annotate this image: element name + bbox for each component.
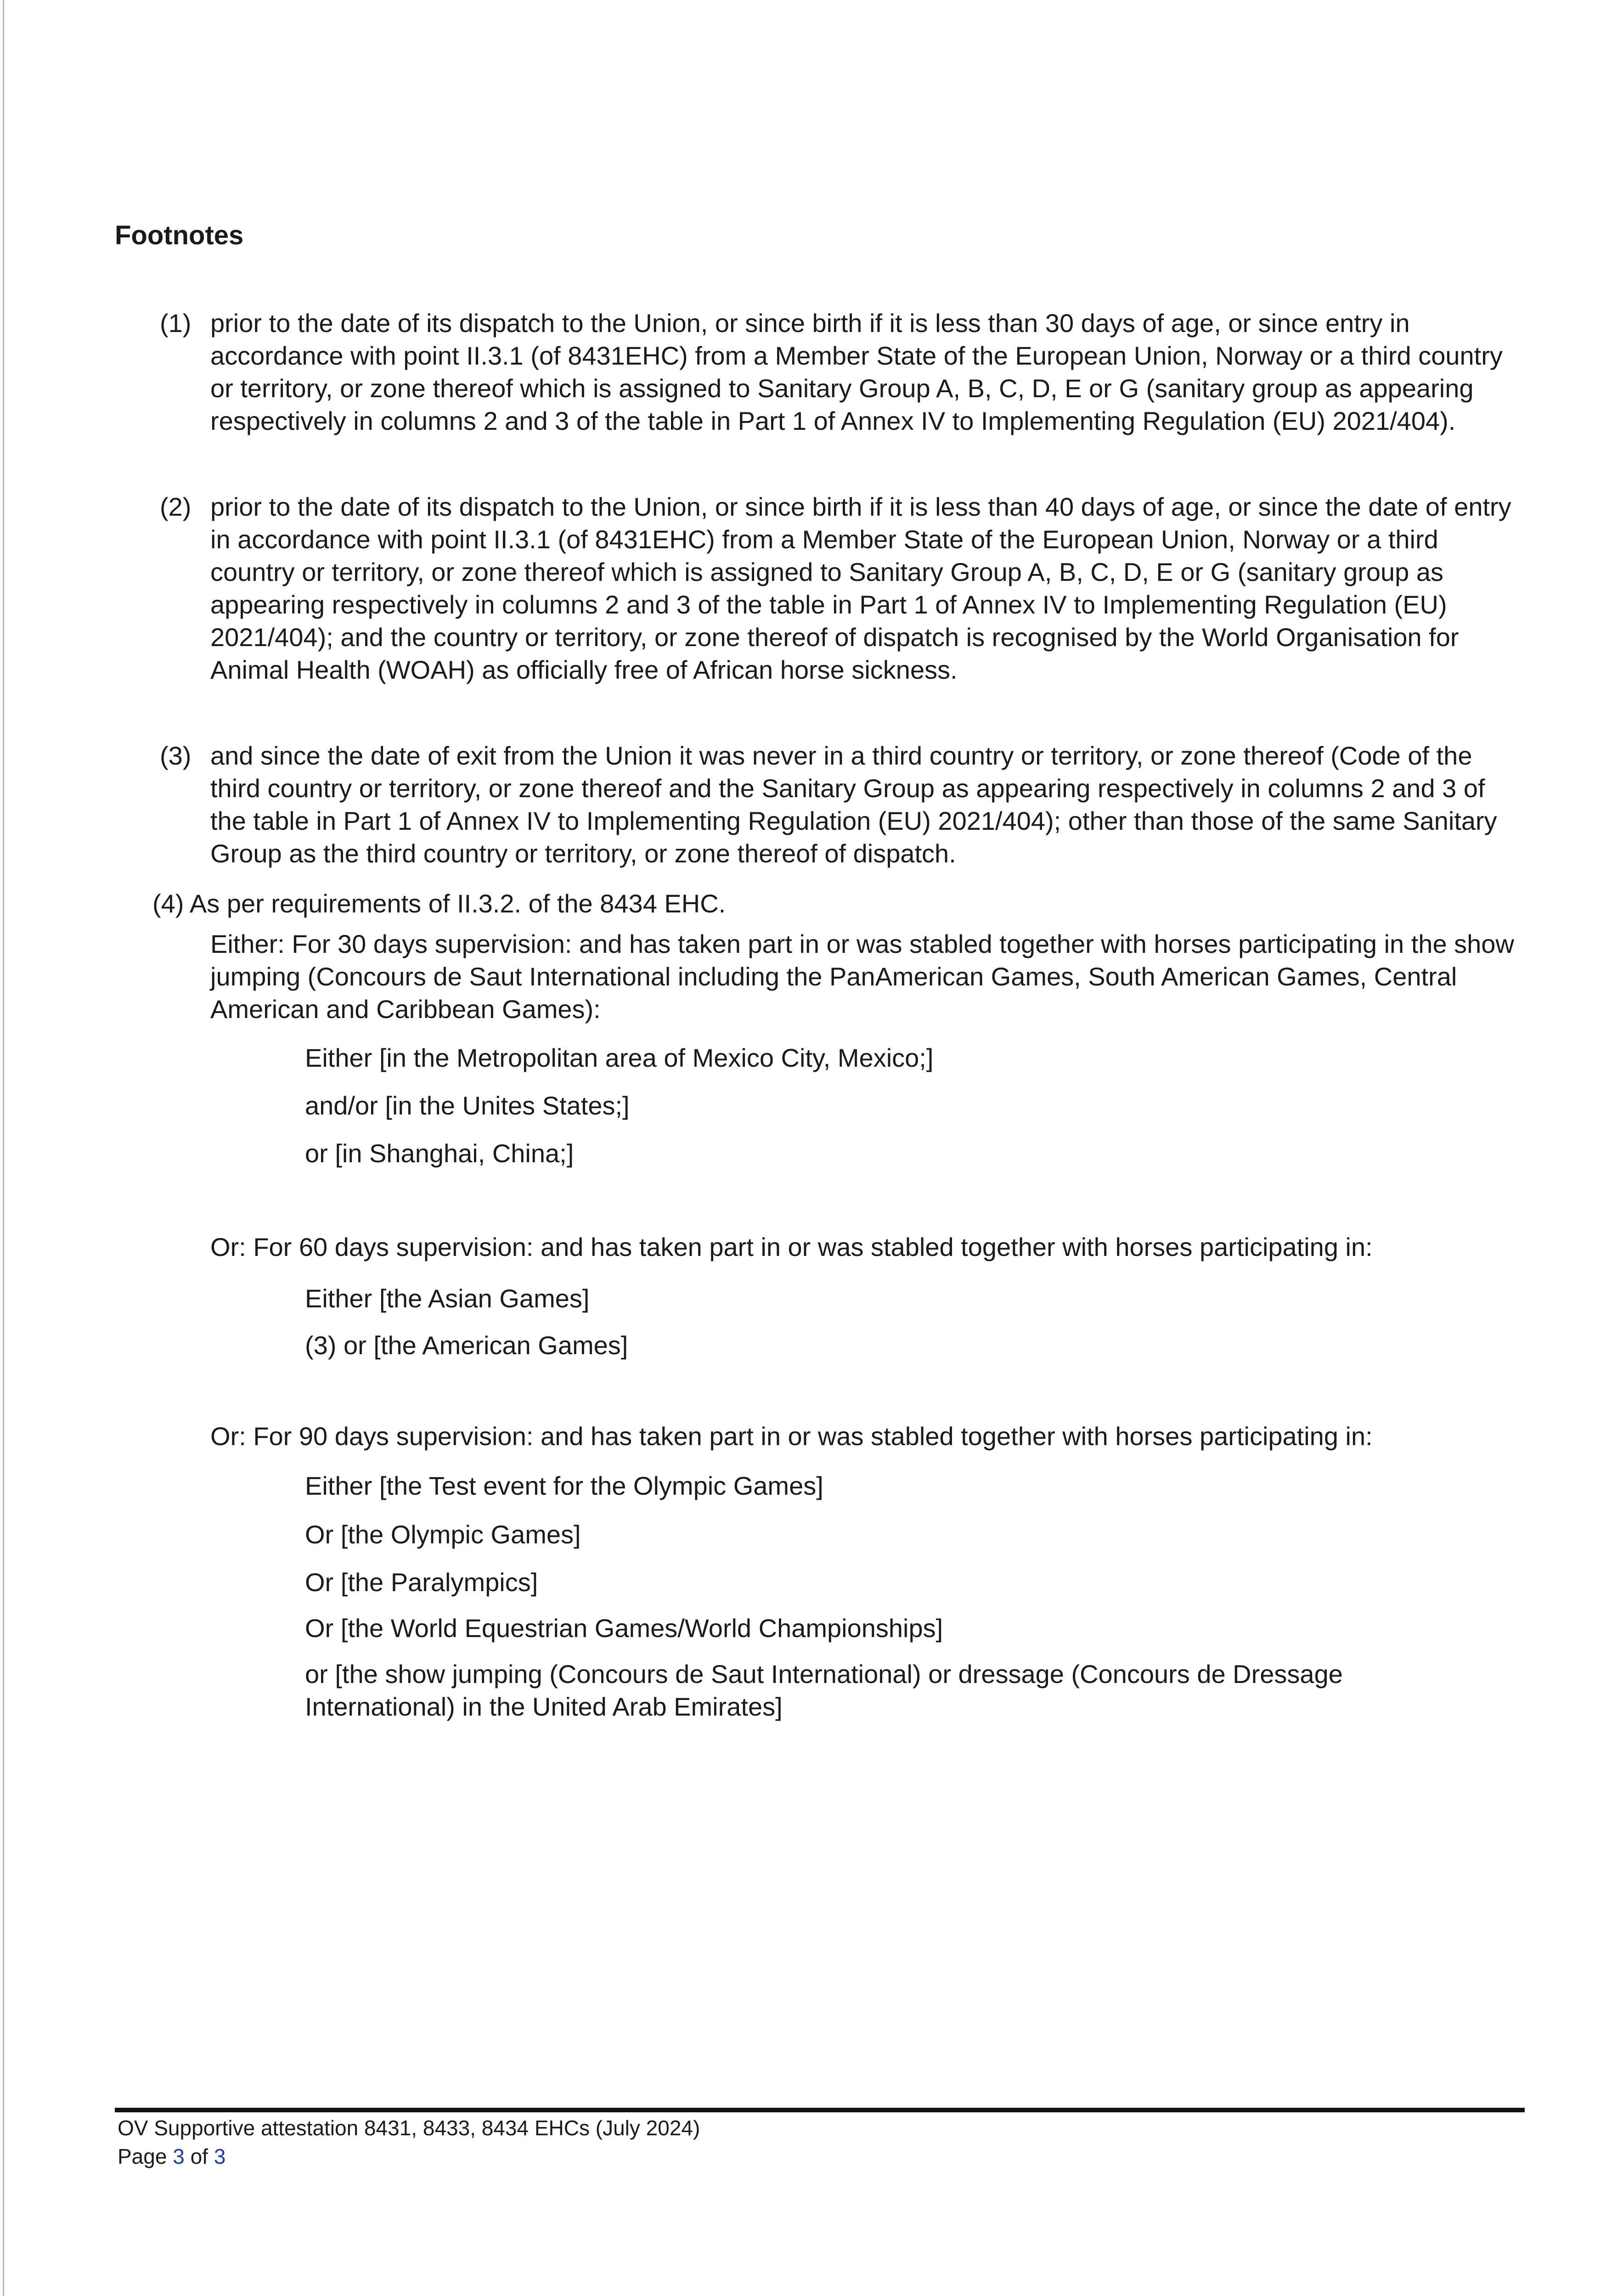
supervision-90-option: Or [the Olympic Games]: [305, 1520, 581, 1549]
footnote-3: [160, 739, 1519, 870]
supervision-30-option: or [in Shanghai, China;]: [305, 1139, 574, 1168]
footnote-number: (2): [160, 492, 192, 521]
footnote-2: [160, 490, 1519, 686]
supervision-90-days-intro: Or: For 90 days supervision: and has taken part in or was stabled together with horses participating in:: [210, 1422, 1373, 1451]
supervision-30-option: and/or [in the Unites States;]: [305, 1091, 630, 1120]
footnote-number: (3): [160, 741, 192, 770]
footnote-number: (1): [160, 309, 192, 338]
footnote-4-heading: (4) As per requirements of II.3.2. of the 8434 EHC.: [152, 889, 726, 918]
supervision-60-option: (3) or [the American Games]: [305, 1331, 628, 1360]
supervision-90-option: Either [the Test event for the Olympic Games]: [305, 1471, 823, 1500]
page-prefix: Page: [118, 2144, 173, 2168]
footer-document-title: OV Supportive attestation 8431, 8433, 8434 EHCs (July 2024): [118, 2116, 700, 2140]
footer-divider: [115, 2108, 1525, 2112]
supervision-30-option: Either [in the Metropolitan area of Mexico City, Mexico;]: [305, 1043, 934, 1072]
supervision-60-days-intro: Or: For 60 days supervision: and has taken part in or was stabled together with horses participating in:: [210, 1232, 1373, 1261]
supervision-90-option: Or [the Paralympics]: [305, 1568, 538, 1597]
footnote-1: [160, 307, 1519, 437]
page-left-edge: [3, 0, 4, 2296]
footnote-text: prior to the date of its dispatch to the Union, or since birth if it is less than 30 days of age, or since entry in accordance with point II.3.1 (of 8431EHC) from a Member State of the European Union, Norway or a third country or territory, or zone thereof which is assigned to Sanitary Group A, B, C, D, E or G (sanitary group as appearing respectively in columns 2 and 3 of the table in Part 1 of Annex IV to Implementing Regulation (EU) 2021/404).: [210, 309, 1503, 435]
supervision-90-option: Or [the World Equestrian Games/World Championships]: [305, 1614, 943, 1643]
footer-page-number: [118, 2144, 225, 2169]
supervision-90-option: or [the show jumping (Concours de Saut International) or dressage (Concours de Dressage International) in the United Arab Emirates]: [305, 1660, 1343, 1721]
page-separator: of: [184, 2144, 214, 2168]
footnote-text: prior to the date of its dispatch to the Union, or since birth if it is less than 40 days of age, or since the date of entry in accordance with point II.3.1 (of 8431EHC) from a Member State of the European Union, Norway or a third country or territory, or zone thereof which is assigned to Sanitary Group A, B, C, D, E or G (sanitary group as appearing respectively in columns 2 and 3 of the table in Part 1 of Annex IV to Implementing Regulation (EU) 2021/404); and the country or territory, or zone thereof of dispatch is recognised by the World Organisation for Animal Health (WOAH) as officially free of African horse sickness.: [210, 492, 1511, 684]
page-heading: Footnotes: [115, 220, 244, 250]
page-total: 3: [214, 2144, 226, 2168]
supervision-30-days-intro: Either: For 30 days supervision: and has taken part in or was stabled together with horses participating in the show jumping (Concours de Saut International including the PanAmerican Games, South American Games, Central American and Caribbean Games):: [210, 929, 1514, 1024]
supervision-60-option: Either [the Asian Games]: [305, 1284, 590, 1313]
footnote-text: and since the date of exit from the Union it was never in a third country or territory, or zone thereof (Code of the third country or territory, or zone thereof and the Sanitary Group as appearing respectively in columns 2 and 3 of the table in Part 1 of Annex IV to Implementing Regulation (EU) 2021/404); other than those of the same Sanitary Group as the third country or territory, or zone thereof of dispatch.: [210, 741, 1497, 868]
page-current: 3: [173, 2144, 185, 2168]
